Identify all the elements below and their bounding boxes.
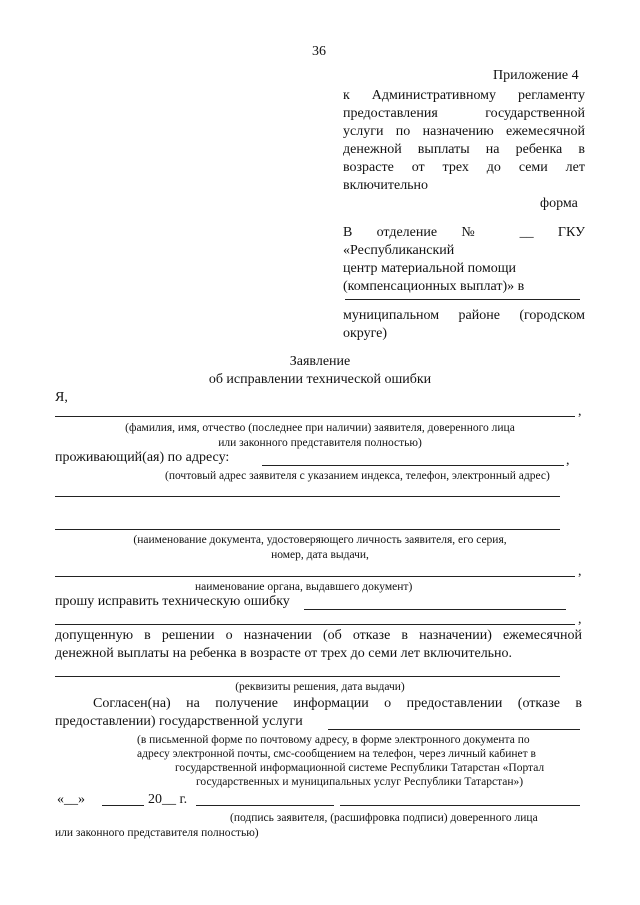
hint-document: номер, дата выдачи, [271,549,369,561]
appendix-line: денежной выплаты на ребенка в [343,142,585,157]
id-document-field[interactable] [55,529,560,530]
applicant-name-field[interactable] [55,416,575,417]
consent-text: предоставлении) государственной услуги [55,714,303,729]
appendix-line: предоставления государственной [343,106,585,121]
addressee-line: В отделение № __ ГКУ [343,225,585,240]
hint-method: адресу электронной почты, смс-сообщением на телефон, через личный кабинет в [137,748,536,760]
consent-text: Согласен(на) на получение информации о предоставлении (отказе в [93,696,582,711]
addressee-district-field[interactable] [345,299,580,300]
addressee-line: центр материальной помощи [343,261,516,276]
addressee-line: округе) [343,326,388,341]
comma: , [578,612,582,627]
issuing-authority-field[interactable] [55,576,575,577]
date-month-field[interactable] [102,805,144,806]
technical-error-field-2[interactable] [55,624,575,625]
date-day: «__» [57,792,85,807]
hint-decision: (реквизиты решения, дата выдачи) [235,681,405,693]
hint-fio: или законного представителя полностью) [218,437,422,449]
comma: , [578,564,582,579]
notification-method-field[interactable] [328,729,580,730]
address-field[interactable] [262,465,564,466]
appendix-line: возрасте от трех до семи лет [343,160,585,175]
decision-details-field[interactable] [55,676,560,677]
hint-organ: наименование органа, выдавшего документ) [195,581,413,593]
hint-document: (наименование документа, удостоверяющего личность заявителя, его серия, [133,534,507,546]
hint-method: государственной информационной системе Республики Татарстан «Портал [175,762,545,774]
appendix-line: услуги по назначению ежемесячной [343,124,585,139]
decision-text: допущенную в решении о назначении (об отказе в назначении) ежемесячной [55,628,582,643]
appendix-line: к Административному регламенту [343,88,585,103]
decision-text: денежной выплаты на ребенка в возрасте от трех до семи лет включительно. [55,646,513,661]
addressee-line: «Республиканский [343,243,455,258]
hint-method: (в письменной форме по почтовому адресу, в форме электронного документа по [137,734,530,746]
signature-decoding-field[interactable] [340,805,580,806]
hint-address: (почтовый адрес заявителя с указанием индекса, телефон, электронный адрес) [165,470,550,482]
address-label: проживающий(ая) по адресу: [55,450,230,465]
page-number: 36 [312,44,326,59]
signature-field[interactable] [196,805,334,806]
ya-label: Я, [55,390,68,405]
document-title: Заявление [289,354,351,369]
address-field-2[interactable] [55,496,560,497]
request-label: прошу исправить техническую ошибку [55,594,290,609]
date-year: 20__ г. [148,792,188,807]
comma: , [566,453,570,468]
hint-signature: или законного представителя полностью) [55,827,259,839]
addressee-line: (компенсационных выплат)» в [343,279,525,294]
addressee-line: муниципальном районе (городском [343,308,585,323]
technical-error-field[interactable] [304,609,566,610]
form-label: форма [540,196,578,211]
appendix-line: включительно [343,178,429,193]
hint-fio: (фамилия, имя, отчество (последнее при наличии) заявителя, доверенного лица [125,422,515,434]
comma: , [578,404,582,419]
appendix-title: Приложение 4 [493,68,579,83]
document-subtitle: об исправлении технической ошибки [208,372,432,387]
hint-signature: (подпись заявителя, (расшифровка подписи) доверенного лица [230,812,538,824]
hint-method: государственных и муниципальных услуг Республики Татарстан») [196,776,524,788]
